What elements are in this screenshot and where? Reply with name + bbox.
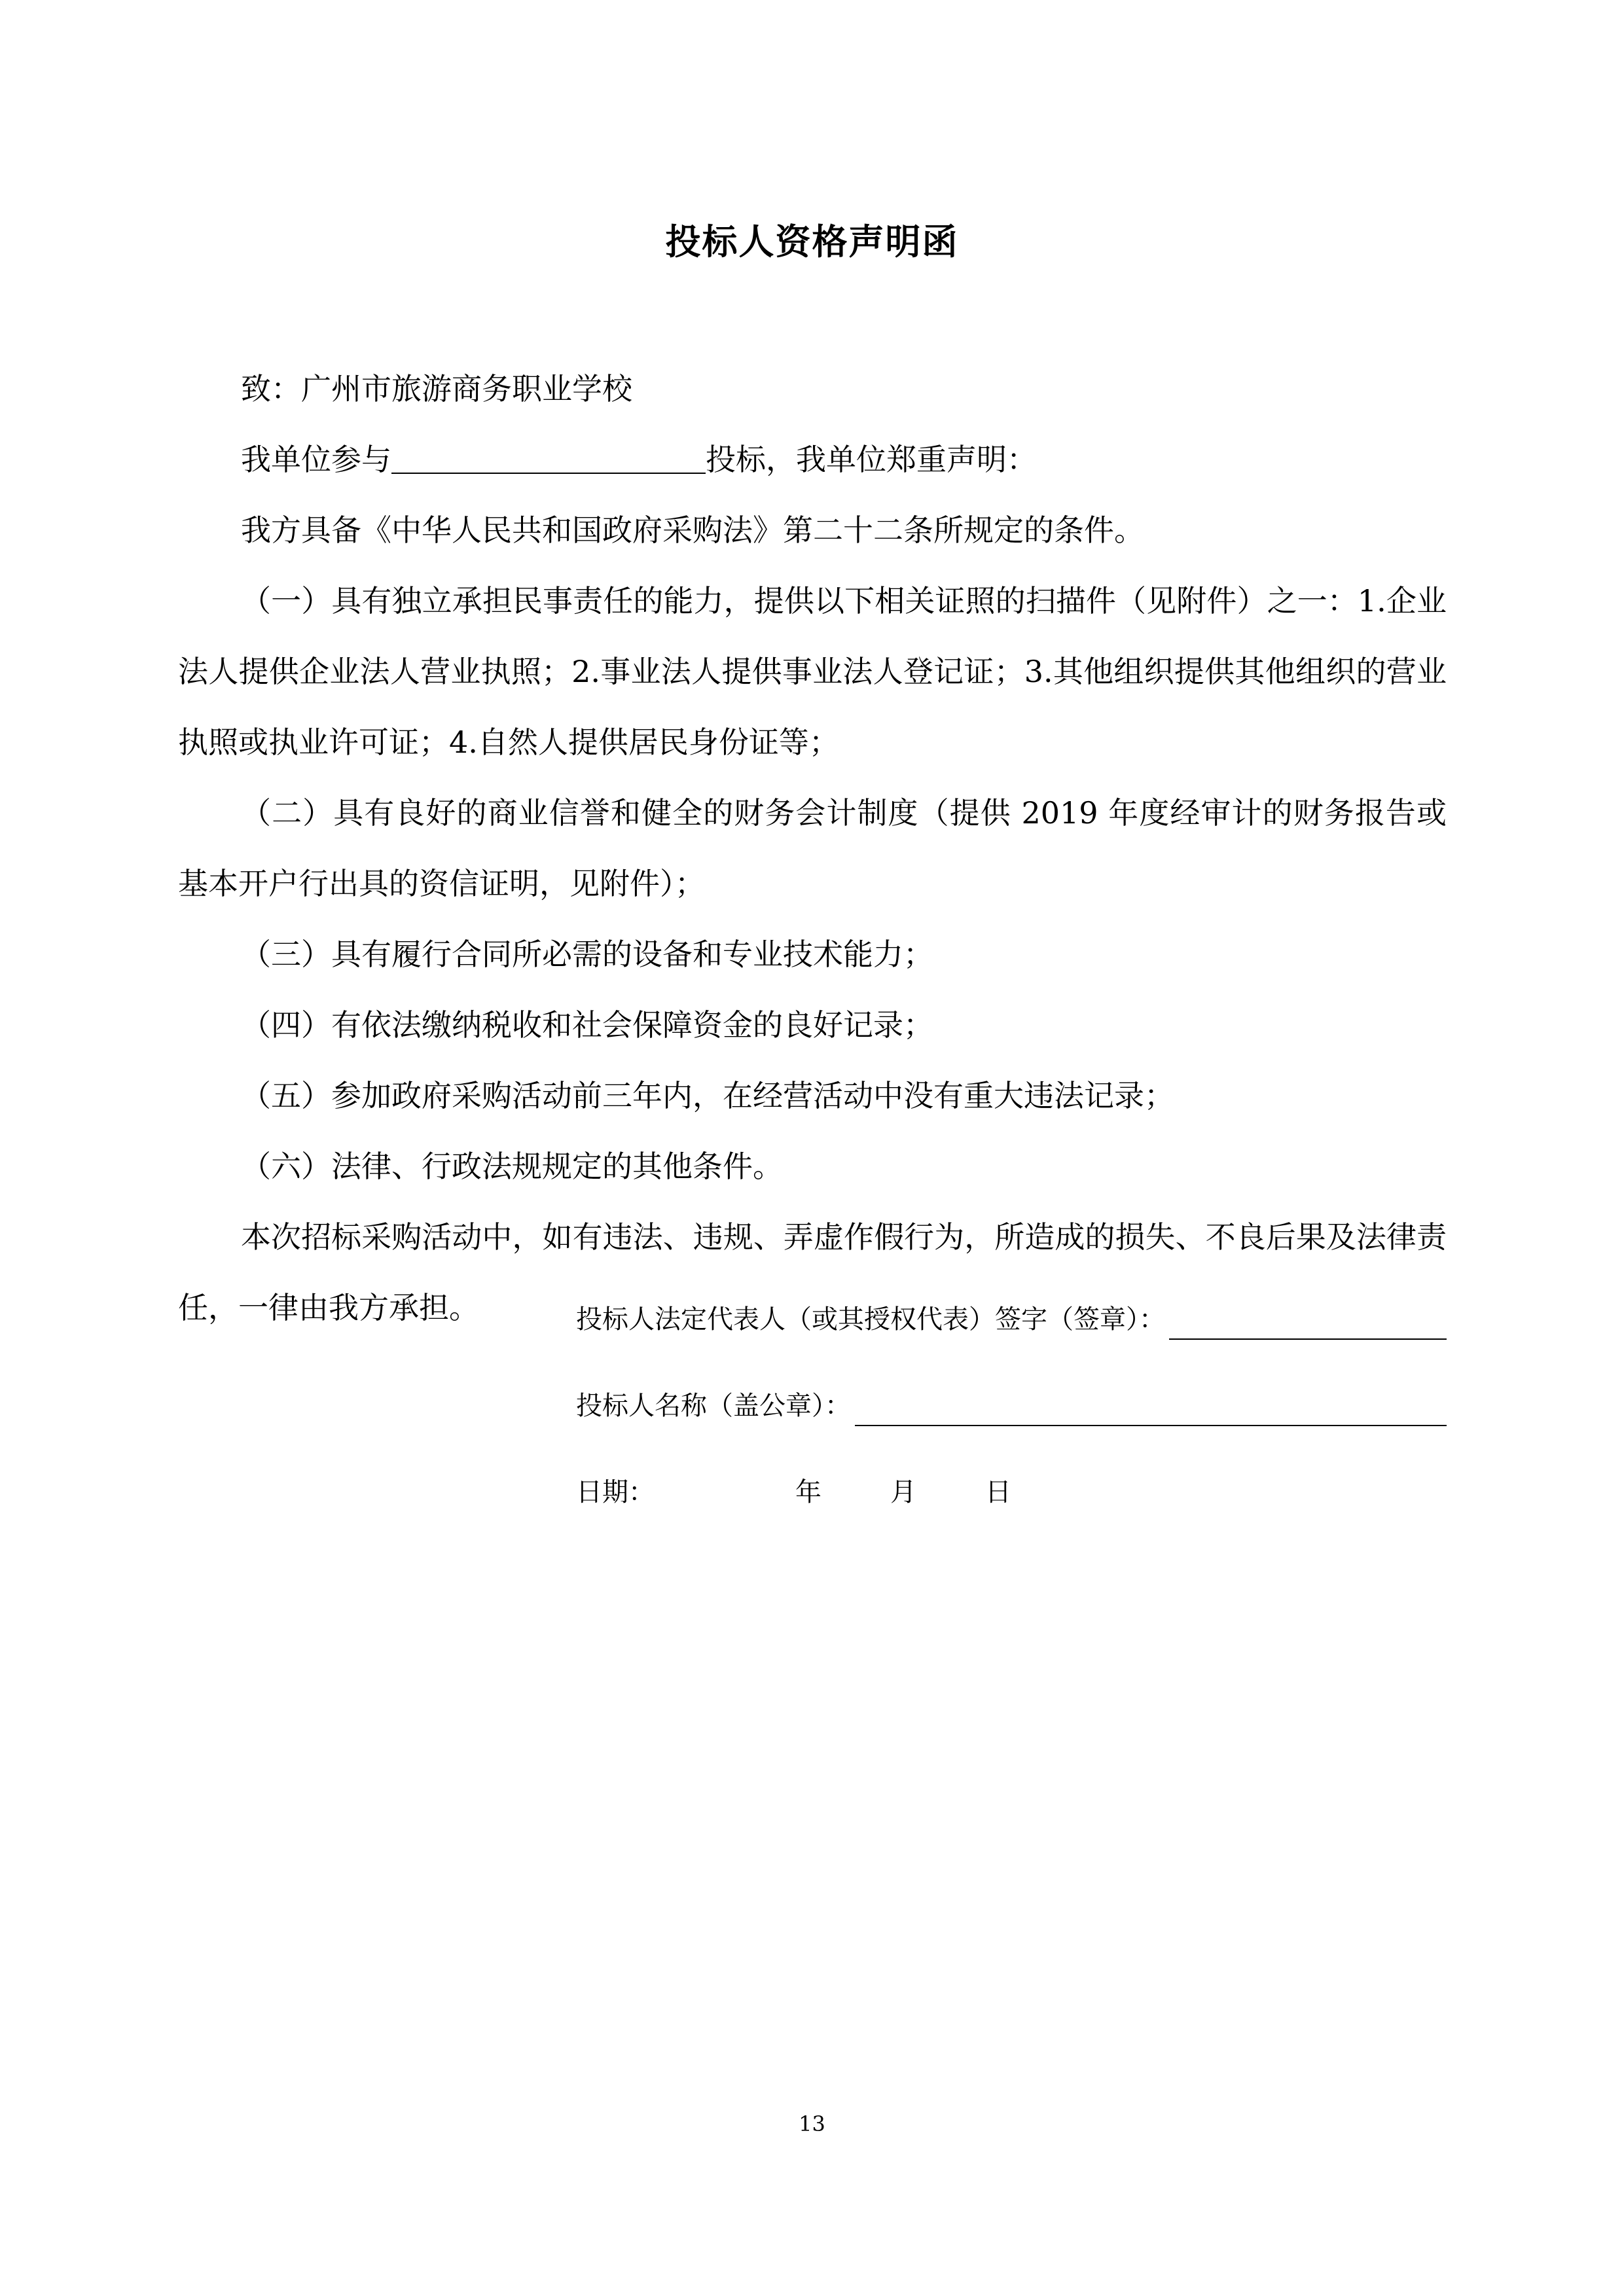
addressee: 致：广州市旅游商务职业学校 bbox=[241, 371, 632, 406]
signature-block bbox=[576, 1299, 1447, 1513]
representative-signature-line bbox=[576, 1299, 1447, 1340]
condition-4: （四）有依法缴纳税收和社会保障资金的良好记录； bbox=[241, 1007, 933, 1043]
representative-signature-field bbox=[1169, 1308, 1447, 1340]
condition-1: （一）具有独立承担民事责任的能力，提供以下相关证照的扫描件（见附件）之一：1.企业法人提供企业法人营业执照；2.事业法人提供事业法人登记证；3.其他组织提供其他组织的营业执照或执业许可证；4.自然人提供居民身份证等； bbox=[178, 583, 1447, 760]
page-number: 13 bbox=[799, 2111, 825, 2136]
intro-before-blank: 我单位参与 bbox=[241, 442, 391, 477]
condition-3: （三）具有履行合同所必需的设备和专业技术能力； bbox=[241, 937, 933, 972]
day-label: 日 bbox=[985, 1477, 1011, 1507]
condition-6: （六）法律、行政法规规定的其他条件。 bbox=[241, 1149, 783, 1184]
date-label: 日期： bbox=[576, 1477, 655, 1507]
company-seal-line bbox=[576, 1386, 1447, 1426]
condition-5: （五）参加政府采购活动前三年内，在经营活动中没有重大违法记录； bbox=[241, 1078, 1174, 1113]
date-line bbox=[576, 1472, 1447, 1513]
document-title: 投标人资格声明函 bbox=[665, 221, 959, 262]
intro-statement bbox=[178, 424, 1447, 495]
year-label: 年 bbox=[795, 1477, 821, 1507]
month-label: 月 bbox=[890, 1477, 916, 1507]
representative-signature-label: 投标人法定代表人（或其授权代表）签字（签章）： bbox=[576, 1304, 1165, 1335]
company-name-label: 投标人名称（盖公章）： bbox=[576, 1391, 851, 1421]
company-name-field bbox=[855, 1395, 1447, 1426]
condition-2: （二）具有良好的商业信誉和健全的财务会计制度（提供 2019 年度经审计的财务报告或基本开户行出具的资信证明，见附件）； bbox=[178, 795, 1447, 901]
intro-after-blank: 投标，我单位郑重声明： bbox=[706, 442, 1037, 477]
document-body bbox=[178, 353, 1447, 1343]
liability-statement: 本次招标采购活动中，如有违法、违规、弄虚作假行为，所造成的损失、不良后果及法律责任，一律由我方承担。 bbox=[178, 1219, 1447, 1325]
project-name-blank bbox=[391, 444, 706, 474]
law-statement: 我方具备《中华人民共和国政府采购法》第二十二条所规定的条件。 bbox=[241, 512, 1144, 548]
